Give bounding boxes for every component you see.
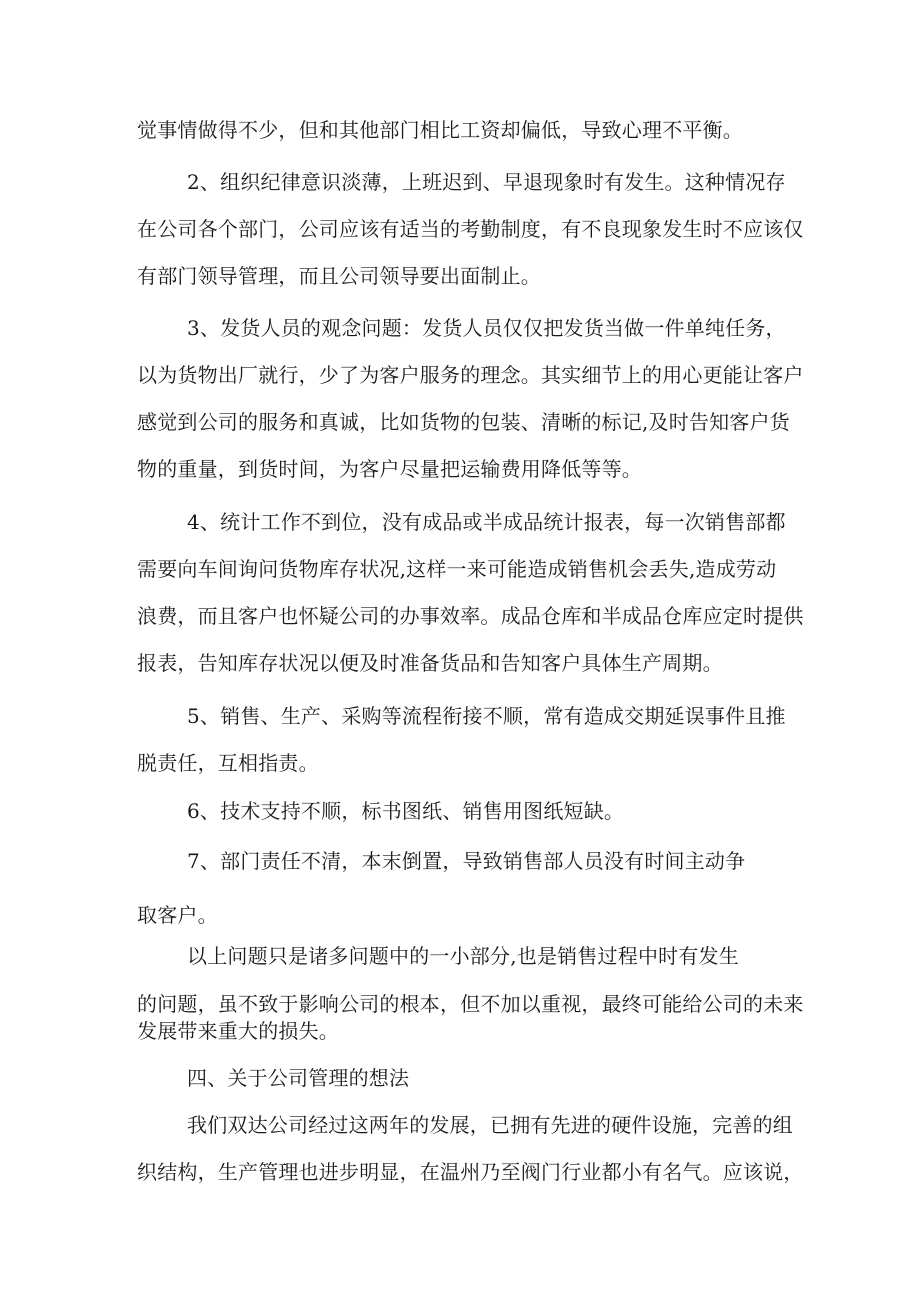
text-line: 物的重量，到货时间，为客户尽量把运输费用降低等等。	[137, 457, 642, 481]
section-heading: 四、关于公司管理的想法	[187, 1066, 410, 1090]
text-line: 感觉到公司的服务和真诚，比如货物的包装、清晰的标记,及时告知客户货	[137, 410, 790, 434]
text-line: 需要向车间询问货物库存状况,这样一来可能造成销售机会丢失,造成劳动	[137, 557, 777, 581]
text-line: 取客户。	[137, 903, 218, 927]
text-line: 4、统计工作不到位，没有成品或半成品统计报表，每一次销售部都	[187, 510, 786, 534]
text-line: 3、发货人员的观念问题：发货人员仅仅把发货当做一件单纯任务，	[187, 316, 786, 340]
text-line: 2、组织纪律意识淡薄，上班迟到、早退现象时有发生。这种情况存	[187, 170, 786, 194]
text-line: 7、部门责任不清，本末倒置，导致销售部人员没有时间主动争	[187, 849, 746, 873]
text-line: 浪费，而且客户也怀疑公司的办事效率。成品仓库和半成品仓库应定时提供	[137, 604, 804, 628]
text-line: 觉事情做得不少，但和其他部门相比工资却偏低，导致心理不平衡。	[137, 118, 743, 142]
text-line: 我们双达公司经过这两年的发展，已拥有先进的硬件设施，完善的组	[187, 1113, 793, 1137]
text-line: 6、技术支持不顺，标书图纸、销售用图纸短缺。	[187, 799, 625, 823]
text-line: 脱责任，互相指责。	[137, 751, 319, 775]
text-line: 发展带来重大的损失。	[137, 1019, 339, 1043]
text-line: 有部门领导管理，而且公司领导要出面制止。	[137, 264, 541, 288]
text-line: 在公司各个部门，公司应该有适当的考勤制度，有不良现象发生时不应该仅	[137, 217, 804, 241]
text-line: 报表，告知库存状况以便及时准备货品和告知客户具体生产周期。	[137, 651, 723, 675]
text-line: 以为货物出厂就行，少了为客户服务的理念。其实细节上的用心更能让客户	[137, 363, 804, 387]
text-line: 5、销售、生产、采购等流程衔接不顺，常有造成交期延误事件且推	[187, 704, 786, 728]
text-line: 织结构，生产管理也进步明显，在温州乃至阀门行业都小有名气。应该说，	[137, 1160, 804, 1184]
text-line: 以上问题只是诸多问题中的一小部分,也是销售过程中时有发生	[187, 944, 739, 968]
text-line: 的问题，虽不致于影响公司的根本，但不加以重视，最终可能给公司的未来	[137, 992, 804, 1016]
